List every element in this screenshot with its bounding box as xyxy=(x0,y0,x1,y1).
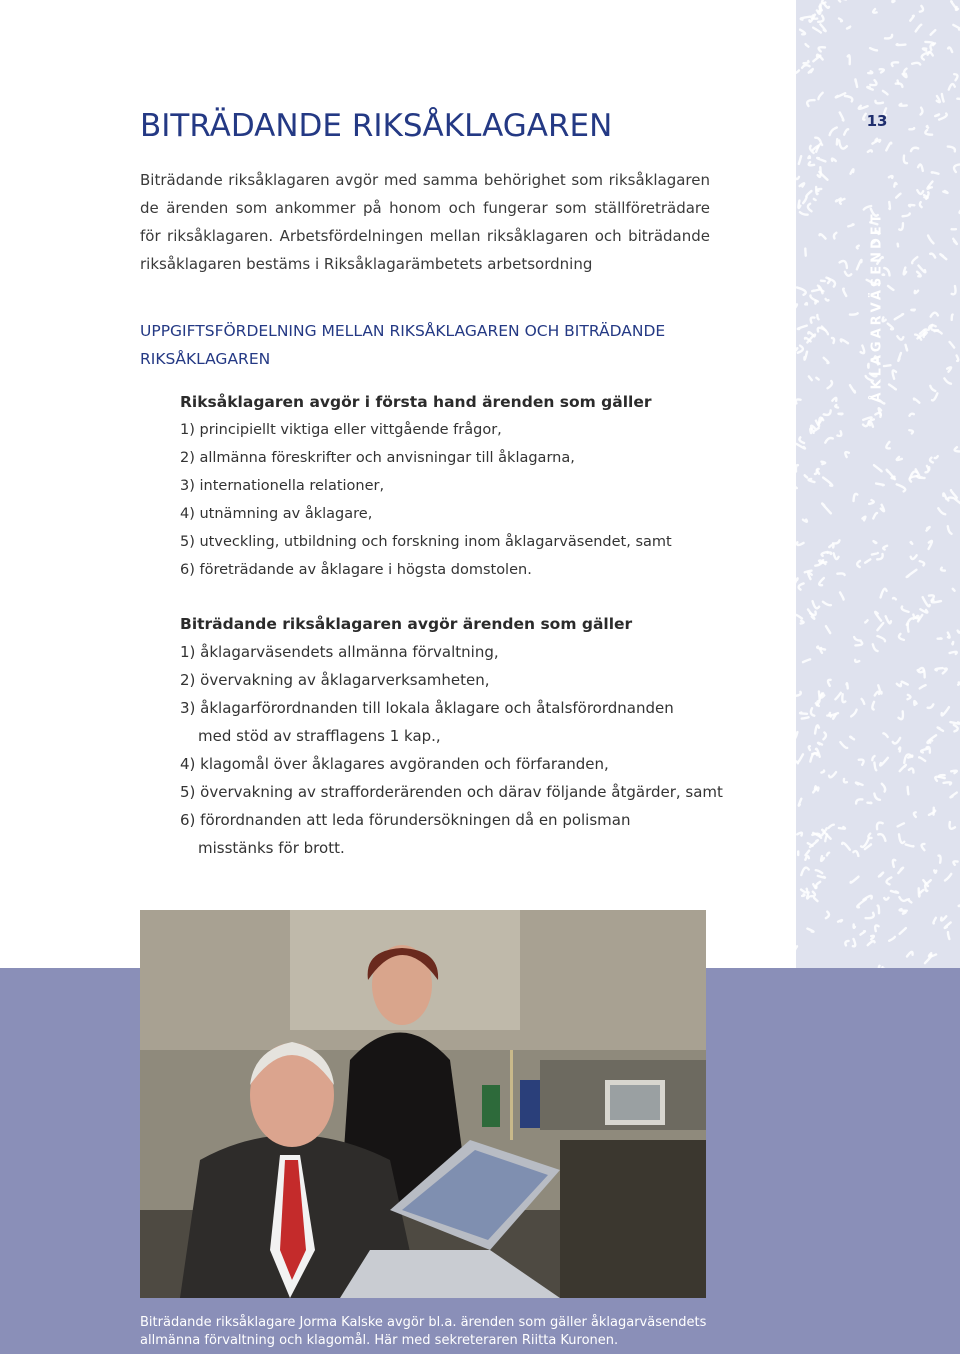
section-tab xyxy=(867,211,887,403)
section-subheading: UPPGIFTSFÖRDELNING MELLAN RIKSÅKLAGAREN OCH BITRÄDANDE RIKSÅKLAGAREN xyxy=(140,322,666,368)
list-item: 1) åklagarväsendets allmänna förvaltning, xyxy=(180,643,499,661)
list-item: 3) åklagarförordnanden till lokala åklagare och åtalsförordnanden xyxy=(180,699,674,717)
list-item-continuation: misstänks för brott. xyxy=(198,839,345,857)
list-item: 4) klagomål över åklagares avgöranden och förfaranden, xyxy=(180,755,609,773)
side-pattern-decoration xyxy=(796,0,960,968)
intro-paragraph: Biträdande riksåklagaren avgör med samma behörighet som riksåklagaren de ärenden som ankommer på honom och fungerar som ställföreträdare för riksåklagaren. Arbetsfördelningen mellan riksåklagaren och biträdande riksåklagaren bestäms i Riksåklagarämbetets arbetsordning xyxy=(140,171,710,273)
section-tab-label: ÅKLAGARVÄSENDET xyxy=(869,211,885,403)
page-number: 13 xyxy=(866,112,888,130)
list-item: 2) övervakning av åklagarverksamheten, xyxy=(180,671,490,689)
riksaklagaren-list xyxy=(180,416,780,584)
bitradande-list xyxy=(180,638,780,862)
list-item: 1) principiellt viktiga eller vittgående frågor, xyxy=(180,422,502,438)
list-item: 6) förordnanden att leda förundersökningen då en polisman xyxy=(180,811,631,829)
riksaklagaren-duties xyxy=(180,388,780,584)
office-photo xyxy=(140,910,706,1298)
list-item: 3) internationella relationer, xyxy=(180,478,385,494)
squiggle-pattern xyxy=(796,0,960,968)
list-item-continuation: med stöd av strafflagens 1 kap., xyxy=(198,727,441,745)
riksaklagaren-heading: Riksåklagaren avgör i första hand ärenden som gäller xyxy=(180,393,652,411)
list-item: 5) övervakning av strafforderärenden och därav följande åtgärder, samt xyxy=(180,783,723,801)
bitradande-duties xyxy=(180,610,780,862)
bitradande-heading: Biträdande riksåklagaren avgör ärenden som gäller xyxy=(180,615,633,633)
photo-illustration xyxy=(140,910,706,1298)
photo-caption: Biträdande riksåklagare Jorma Kalske avgör bl.a. ärenden som gäller åklagarväsendets allmänna förvaltning och klagomål. Här med sekreteraren Riitta Kuronen. xyxy=(140,1315,707,1348)
page-title: BITRÄDANDE RIKSÅKLAGAREN xyxy=(140,108,613,144)
list-item: 6) företrädande av åklagare i högsta domstolen. xyxy=(180,562,532,578)
list-item: 5) utveckling, utbildning och forskning inom åklagarväsendet, samt xyxy=(180,534,672,550)
list-item: 4) utnämning av åklagare, xyxy=(180,506,373,522)
list-item: 2) allmänna föreskrifter och anvisningar till åklagarna, xyxy=(180,450,575,466)
